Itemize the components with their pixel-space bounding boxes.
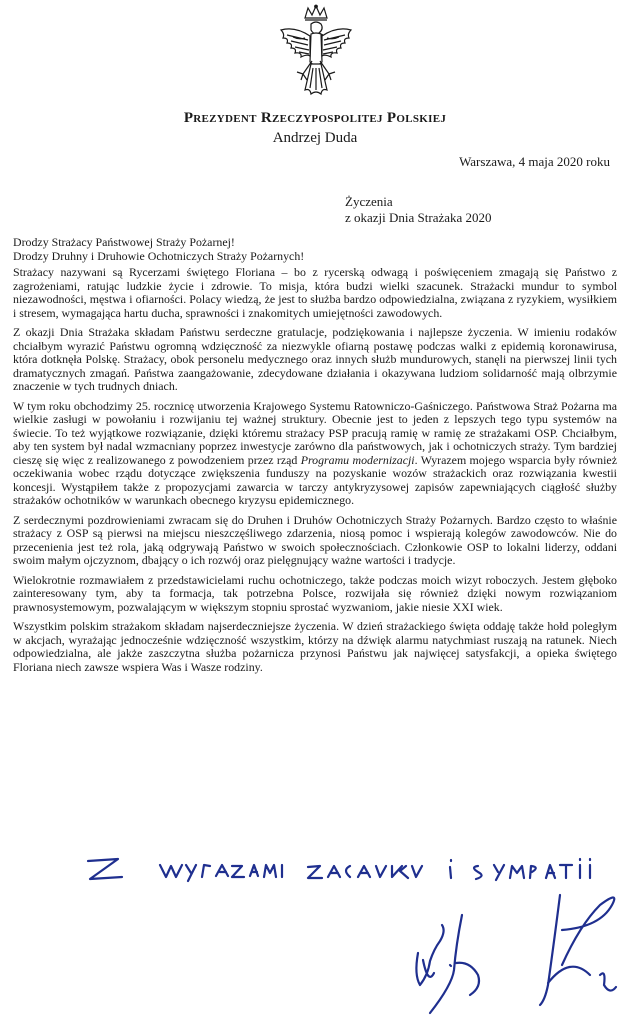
paragraph-4: Z serdecznymi pozdrowieniami zwracam się do Druhen i Druhów Ochotniczych Straży Pożarnych. Bardzo często to właśnie strażacy z OSP są pierwsi na miejscu nieszczęśliwego zdarzenia, niosą pomoc i wspierają kolegów zawodowców. Nie do przecenienia jest też rola, jaką odgrywają Państwo w swoich społecznościach. Członkowie OSP to lokalni liderzy, oddani swoim małym ojczyznom, dbający o ich rozwój oraz pielęgnujący ważne wartości i tradycje. <box>13 512 617 567</box>
polish-white-eagle-emblem-icon <box>275 4 357 104</box>
program-name: Programu modernizacji <box>300 452 415 467</box>
handwritten-signature-icon <box>416 895 616 1013</box>
paragraph-5: Wielokrotnie rozmawiałem z przedstawicielami ruchu ochotniczego, także podczas moich wizyt roboczych. Jestem głęboko zainteresowany tym, aby ta formacja, tak potrzebna Polsce, rozwijała się również dzięki nowym rozwiązaniom prawnosystemowym, pozwalającym w większym stopniu sprostać wyzwaniom, jakie niesie XXI wiek. <box>13 572 617 614</box>
subject-line-1: Życzenia <box>345 194 393 209</box>
salutation <box>13 236 617 263</box>
letter-subject <box>345 194 492 226</box>
salutation-line-2: Drodzy Druhny i Druhowie Ochotniczych Straży Pożarnych! <box>13 248 305 263</box>
handwritten-closing <box>0 835 630 1024</box>
paragraph-3-end: . Wyrazem mojego wsparcia były również oczekiwania wobec rządu dotyczące zwiększenia funduszy na pozyskanie wozów strażackich oraz rozwiązania kwestii koncesji. Wystąpiłem także z propozycjami zawarcia w tarczy antykryzysowej zapisów zapewniających ciągłość służby strażaków ochotników w warunkach obecnego kryzysu epidemicznego. <box>13 452 617 507</box>
paragraph-6: Wszystkim polskim strażakom składam najserdeczniejsze życzenia. W dzień strażackiego święta oddaję także hołd poległym w akcjach, wyrażając jednocześnie wdzięczność wszystkim, którzy na dźwięk alarmu natychmiast ruszają na ratunek. Niech odpowiedzialna, ale jakże zaszczytna służba pożarnicza przynosi Państwu jak najwięcej satysfakcji, a opieka świętego Floriana niech zawsze wspiera Was i Wasze rodziny. <box>13 619 617 674</box>
paragraph-2: Z okazji Dnia Strażaka składam Państwu serdeczne gratulacje, podziękowania i najlepsze życzenia. W imieniu rodaków chciałbym wyrazić Państwu ogromną wdzięczność za niezwykle ofiarną postawę podczas walki z epidemią koronawirusa, która dotknęła Polskę. Strażacy, obok personelu medycznego oraz innych służb mundurowych, stanęli na pierwszej linii tych dramatycznych zmagań. Państwa zaangażowanie, zdecydowane działania i okazywana ludziom solidarność mają olbrzymie znaczenie w tych trudnych dniach. <box>13 325 617 393</box>
salutation-line-1: Drodzy Strażacy Państwowej Straży Pożarnej! <box>13 235 235 249</box>
handwritten-note-strokes <box>88 859 590 881</box>
paragraph-3 <box>13 400 617 508</box>
subject-line-2: z okazji Dnia Strażaka 2020 <box>345 210 492 225</box>
president-title: Prezydent Rzeczypospolitej Polskiej <box>183 110 447 126</box>
letter-body <box>13 236 617 680</box>
paragraph-1: Strażacy nazywani są Rycerzami świętego Floriana – bo z rycerską odwagą i poświęceniem zmagają się Państwo z zagrożeniami, ratując ludzkie życie i zdrowie. To misja, która budzi wielki szacunek. Strażacki mundur to symbol niezawodności, męstwa i ofiarności. Polacy wiedzą, że jest to służba bardzo odpowiedzialna, związana z ryzykiem, wysiłkiem i stresem, wymagająca hartu ducha, sprawności i znakomitych umiejętności zawodowych. <box>13 265 617 320</box>
paragraph-3-start: W tym roku obchodzimy 25. rocznicę utworzenia Krajowego Systemu Ratowniczo-Gaśniczego. Państwowa Straż Pożarna ma wielkie zasługi w powołaniu i rozwijaniu tej ważnej struktury. Obecnie jest to jeden z lepszych tego typu systemów na świecie. To też wyjątkowe rozwiązanie, dzięki któremu strażacy PSP pracują ramię w ramię ze strażakami OSP. Chciałbym, aby ten system był nadal wzmacniany poprzez inwestycje zarówno dla państwowych, jak i ochotniczych straży. Tym bardziej cieszę się więc z realizowanego z powodzeniem przez rząd <box>13 398 617 467</box>
place-date: Warszawa, 4 maja 2020 roku <box>459 154 610 169</box>
president-name: Andrzej Duda <box>272 130 358 146</box>
